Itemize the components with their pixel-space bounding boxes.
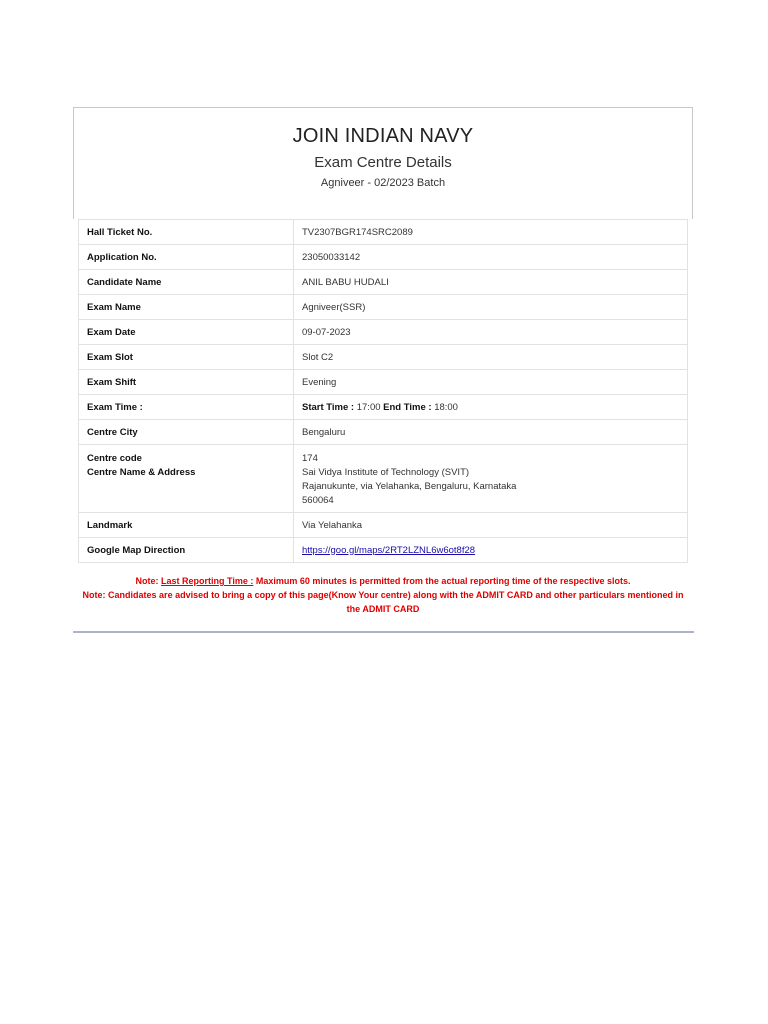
header-box bbox=[73, 107, 693, 219]
centre-code-label: Centre code bbox=[87, 453, 142, 464]
reporting-time-note bbox=[78, 574, 688, 588]
centre-code-value: 174 bbox=[302, 453, 318, 464]
end-time-value: 18:00 bbox=[434, 401, 458, 413]
table-row bbox=[79, 395, 688, 420]
notes-block bbox=[78, 574, 688, 616]
landmark-value: Via Yelahanka bbox=[294, 513, 688, 538]
centre-name-value: Sai Vidya Institute of Technology (SVIT) bbox=[302, 467, 470, 478]
centre-labels bbox=[79, 445, 294, 513]
exam-date-value: 09-07-2023 bbox=[294, 320, 688, 345]
map-direction-cell bbox=[294, 538, 688, 563]
centre-name-label: Centre Name & Address bbox=[87, 467, 196, 478]
note1-text: Maximum 60 minutes is permitted from the actual reporting time of the respective slots. bbox=[255, 576, 631, 586]
table-row bbox=[79, 270, 688, 295]
table-row bbox=[79, 538, 688, 563]
exam-time-label: Exam Time : bbox=[79, 395, 294, 420]
table-row bbox=[79, 295, 688, 320]
centre-city-label: Centre City bbox=[79, 420, 294, 445]
admit-card-note: Note: Candidates are advised to bring a copy of this page(Know Your centre) along with the ADMIT CARD and other particulars mentioned in the ADMIT CARD bbox=[82, 590, 684, 614]
centre-values bbox=[294, 445, 688, 513]
application-value: 23050033142 bbox=[294, 245, 688, 270]
end-time-label: End Time : bbox=[383, 401, 432, 413]
table-row bbox=[79, 420, 688, 445]
hall-ticket-value: TV2307BGR174SRC2089 bbox=[294, 220, 688, 245]
centre-city-value: Bengaluru bbox=[294, 420, 688, 445]
map-direction-link[interactable]: https://goo.gl/maps/2RT2LZNL6w6ot8f28 bbox=[302, 544, 476, 556]
bottom-divider bbox=[73, 631, 694, 633]
exam-time-value bbox=[294, 395, 688, 420]
exam-details-table bbox=[78, 219, 688, 563]
candidate-name-label: Candidate Name bbox=[79, 270, 294, 295]
exam-date-label: Exam Date bbox=[79, 320, 294, 345]
table-row bbox=[79, 220, 688, 245]
table-row bbox=[79, 513, 688, 538]
page-title: JOIN INDIAN NAVY bbox=[292, 125, 474, 147]
last-reporting-time-label: Last Reporting Time : bbox=[161, 576, 254, 586]
table-row bbox=[79, 445, 688, 513]
table-row bbox=[79, 320, 688, 345]
exam-shift-label: Exam Shift bbox=[79, 370, 294, 395]
table-row bbox=[79, 245, 688, 270]
landmark-label: Landmark bbox=[79, 513, 294, 538]
exam-shift-value: Evening bbox=[294, 370, 688, 395]
map-direction-label: Google Map Direction bbox=[79, 538, 294, 563]
note1-prefix: Note: bbox=[135, 576, 159, 586]
exam-name-value: Agniveer(SSR) bbox=[294, 295, 688, 320]
exam-name-label: Exam Name bbox=[79, 295, 294, 320]
start-time-value: 17:00 bbox=[356, 401, 381, 413]
batch-label: Agniveer - 02/2023 Batch bbox=[320, 177, 446, 189]
table-row bbox=[79, 370, 688, 395]
start-time-label: Start Time : bbox=[302, 401, 355, 413]
hall-ticket-label: Hall Ticket No. bbox=[79, 220, 294, 245]
exam-slot-value: Slot C2 bbox=[294, 345, 688, 370]
exam-slot-label: Exam Slot bbox=[79, 345, 294, 370]
page-subtitle: Exam Centre Details bbox=[314, 154, 452, 171]
table-row bbox=[79, 345, 688, 370]
centre-pincode-value: 560064 bbox=[302, 495, 334, 506]
candidate-name-value: ANIL BABU HUDALI bbox=[294, 270, 688, 295]
application-label: Application No. bbox=[79, 245, 294, 270]
centre-address-value: Rajanukunte, via Yelahanka, Bengaluru, Karnataka bbox=[302, 481, 517, 492]
